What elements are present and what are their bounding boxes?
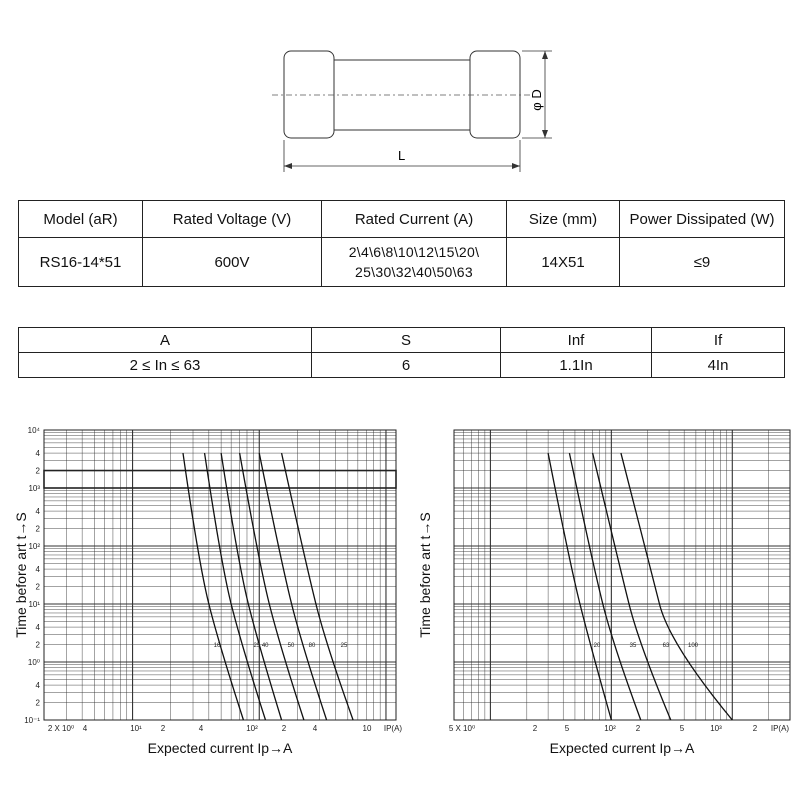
y-tick-label: 4 bbox=[35, 565, 40, 575]
y-tick-label: 2 bbox=[35, 582, 40, 592]
param-value-a: 2 ≤ In ≤ 63 bbox=[19, 353, 312, 378]
curve-label: 35 bbox=[629, 643, 637, 650]
y-axis-label: Time before art t→S bbox=[13, 512, 29, 638]
y-tick-label: 4 bbox=[35, 449, 40, 459]
curve-label: 16 bbox=[213, 643, 221, 650]
time-current-chart-left bbox=[0, 410, 403, 770]
x-tick-label: 10³ bbox=[710, 724, 722, 733]
x-tick-label: 4 bbox=[82, 724, 88, 733]
diameter-label: φ D bbox=[529, 89, 544, 111]
curve-label: 20 bbox=[593, 643, 601, 650]
param-value-inf: 1.1In bbox=[501, 353, 652, 378]
y-tick-label: 2 bbox=[35, 466, 40, 476]
x-axis-label: Expected current Ip→A bbox=[549, 740, 695, 756]
value-power: ≤9 bbox=[620, 238, 785, 287]
curve-label: 63 bbox=[662, 643, 670, 650]
curve-label: 80 bbox=[308, 643, 316, 650]
plot-frame bbox=[44, 430, 396, 720]
x-tick-label: 4 bbox=[198, 724, 204, 733]
param-header-if: If bbox=[652, 328, 785, 353]
header-model: Model (aR) bbox=[19, 201, 143, 238]
x-tick-label: 10² bbox=[246, 724, 258, 733]
y-tick-label: 4 bbox=[35, 507, 40, 517]
y-tick-label: 10⁰ bbox=[27, 658, 40, 667]
y-tick-label: 10³ bbox=[28, 484, 40, 493]
param-header-a: A bbox=[19, 328, 312, 353]
y-tick-label: 4 bbox=[35, 681, 40, 691]
y-tick-label: 2 bbox=[35, 524, 40, 534]
y-tick-label: 10² bbox=[28, 542, 40, 551]
x-tick-label: 5 X 10⁰ bbox=[448, 724, 476, 733]
x-tick-label: IP(A) bbox=[383, 724, 403, 733]
x-tick-label: 5 bbox=[564, 724, 570, 733]
curve-label: 25 40 bbox=[253, 643, 269, 650]
y-tick-label: 10⁴ bbox=[27, 426, 40, 435]
y-tick-label: 10⁻¹ bbox=[24, 716, 40, 725]
curve-label: 100 bbox=[687, 643, 699, 650]
param-value-s: 6 bbox=[312, 353, 501, 378]
x-tick-label: 2 bbox=[160, 724, 166, 733]
x-tick-label: 10 bbox=[362, 724, 372, 733]
x-tick-label: 2 bbox=[635, 724, 641, 733]
value-voltage: 600V bbox=[143, 238, 322, 287]
x-tick-label: IP(A) bbox=[770, 724, 790, 733]
time-current-chart-right bbox=[410, 410, 800, 770]
curve-label: 25 bbox=[340, 643, 348, 650]
value-current-line2: 25\30\32\40\50\63 bbox=[355, 264, 473, 280]
param-value-if: 4In bbox=[652, 353, 785, 378]
y-axis-label: Time before art t→S bbox=[417, 512, 433, 638]
param-header-inf: Inf bbox=[501, 328, 652, 353]
header-size: Size (mm) bbox=[507, 201, 620, 238]
header-voltage: Rated Voltage (V) bbox=[143, 201, 322, 238]
param-header-s: S bbox=[312, 328, 501, 353]
value-current bbox=[322, 238, 507, 287]
x-tick-label: 5 bbox=[679, 724, 685, 733]
x-tick-label: 2 bbox=[532, 724, 538, 733]
value-size: 14X51 bbox=[507, 238, 620, 287]
spec-table bbox=[18, 200, 785, 287]
grid bbox=[44, 430, 396, 720]
y-tick-label: 2 bbox=[35, 698, 40, 708]
y-tick-label: 2 bbox=[35, 640, 40, 650]
curve-label: 50 bbox=[287, 643, 295, 650]
fuse-cap-left bbox=[284, 51, 334, 138]
value-current-line1: 2\4\6\8\10\12\15\20\ bbox=[348, 244, 480, 260]
fuse-cap-right bbox=[470, 51, 520, 138]
fuse-outline-drawing bbox=[0, 0, 800, 190]
x-tick-label: 4 bbox=[312, 724, 318, 733]
header-power: Power Dissipated (W) bbox=[620, 201, 785, 238]
x-tick-label: 10² bbox=[604, 724, 616, 733]
x-tick-label: 2 X 10⁰ bbox=[47, 724, 75, 733]
y-tick-label: 4 bbox=[35, 623, 40, 633]
x-tick-label: 10¹ bbox=[130, 724, 142, 733]
param-table bbox=[18, 327, 785, 378]
x-tick-label: 2 bbox=[281, 724, 287, 733]
y-tick-label: 10¹ bbox=[28, 600, 40, 609]
highlight-band bbox=[44, 471, 396, 488]
x-tick-label: 2 bbox=[752, 724, 758, 733]
value-model: RS16-14*51 bbox=[19, 238, 143, 287]
length-label: L bbox=[398, 148, 406, 163]
x-axis-label: Expected current Ip→A bbox=[147, 740, 293, 756]
header-current: Rated Current (A) bbox=[322, 201, 507, 238]
